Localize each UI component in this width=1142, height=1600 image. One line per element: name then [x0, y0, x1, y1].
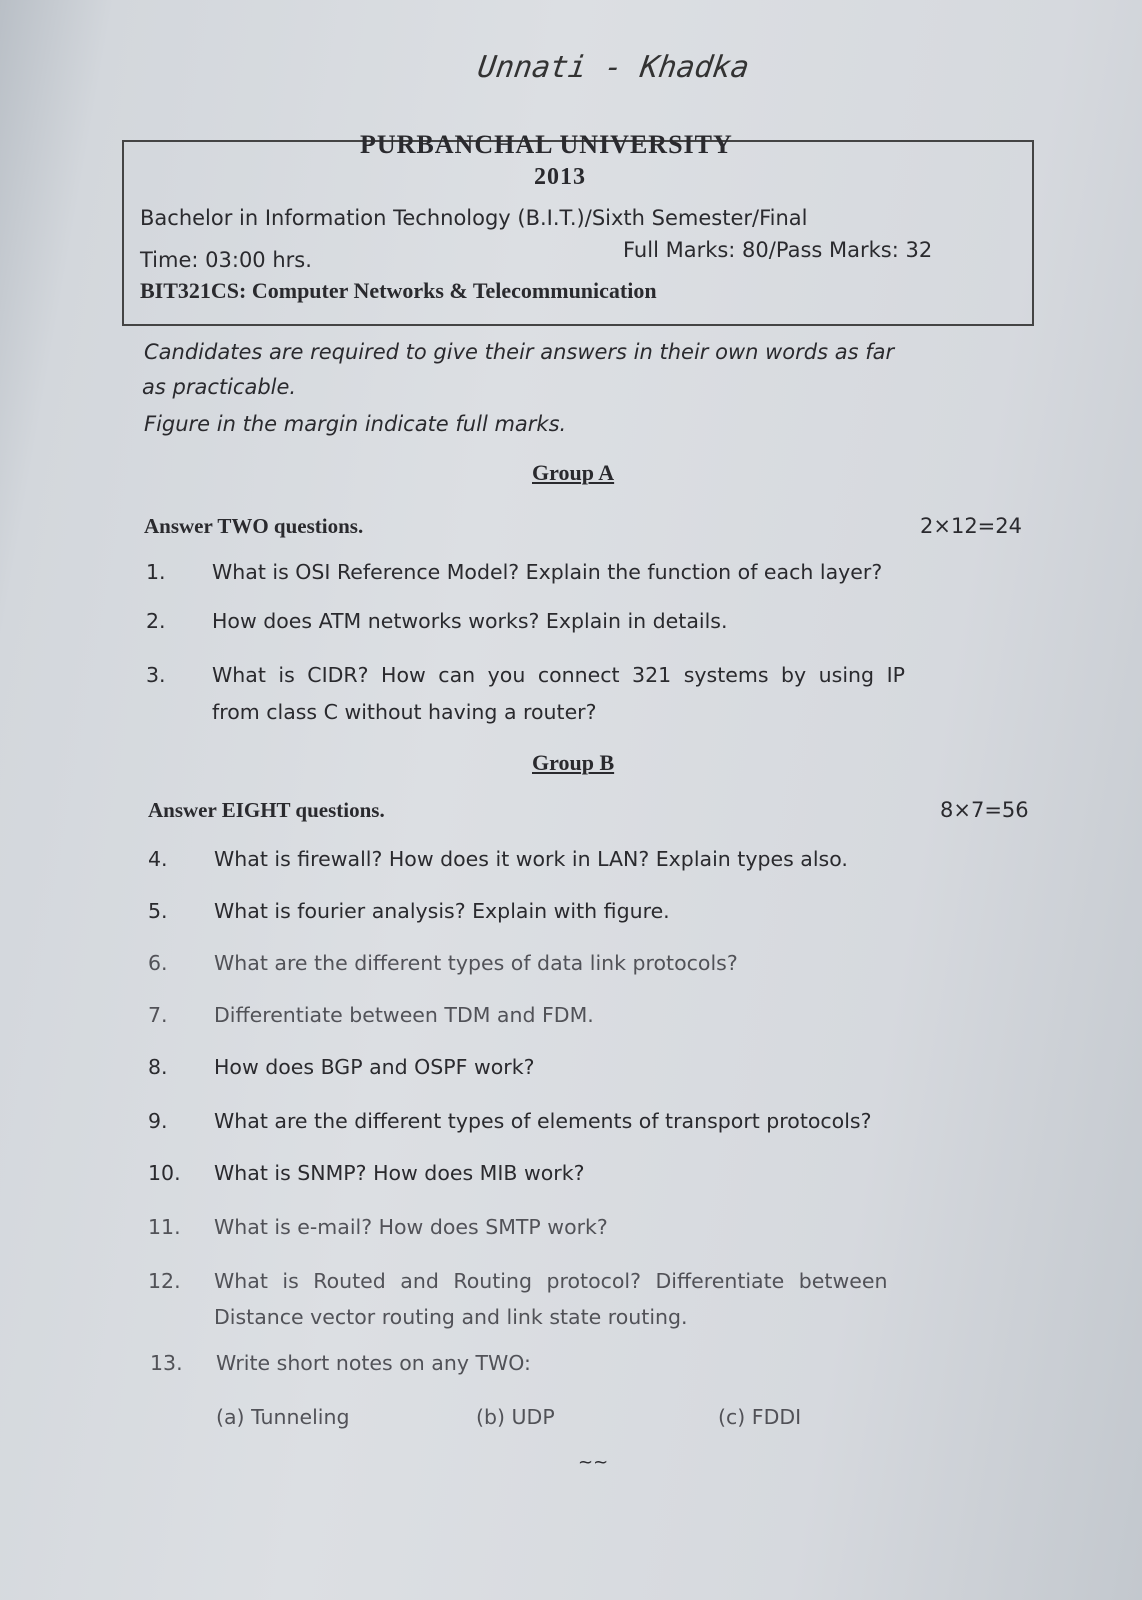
question-5: [148, 899, 670, 923]
time-line: Time: 03:00 hrs.: [140, 248, 312, 272]
question-1: [146, 560, 882, 584]
question-number: 13.: [150, 1351, 183, 1375]
question-3: [146, 663, 905, 687]
marks-line: Full Marks: 80/Pass Marks: 32: [623, 238, 933, 262]
question-number: 4.: [148, 847, 168, 871]
question-text: What is Routed and Routing protocol? Differentiate between: [214, 1269, 888, 1293]
question-9: [148, 1109, 871, 1133]
instruction-line: as practicable.: [142, 375, 297, 399]
question-3-continued: from class C without having a router?: [212, 700, 597, 724]
question-text: How does ATM networks works? Explain in details.: [212, 609, 728, 633]
question-number: 10.: [148, 1161, 181, 1185]
question-11: [148, 1215, 608, 1239]
question-number: 7.: [148, 1003, 168, 1027]
question-text: What is CIDR? How can you connect 321 systems by using IP: [212, 663, 905, 687]
instruction-line: Figure in the margin indicate full marks.: [144, 412, 567, 436]
question-text: Differentiate between TDM and FDM.: [214, 1003, 594, 1027]
end-mark: ~~: [578, 1452, 609, 1473]
question-2: [146, 609, 727, 633]
question-text: What is OSI Reference Model? Explain the function of each layer?: [212, 560, 883, 584]
question-number: 6.: [148, 951, 168, 975]
group-b-title: Group B: [532, 750, 615, 775]
short-note-b: (b) UDP: [476, 1405, 555, 1429]
question-text: What is fourier analysis? Explain with figure.: [214, 899, 670, 923]
question-text: What are the different types of data link protocols?: [214, 951, 738, 975]
group-a-title: Group A: [532, 460, 615, 485]
question-text: How does BGP and OSPF work?: [214, 1055, 535, 1079]
question-number: 9.: [148, 1109, 168, 1133]
question-12-continued: Distance vector routing and link state routing.: [214, 1305, 688, 1329]
question-8: [148, 1055, 534, 1079]
program-line: Bachelor in Information Technology (B.I.T.)/Sixth Semester/Final: [140, 206, 808, 230]
question-12: [148, 1269, 887, 1293]
question-number: 5.: [148, 899, 168, 923]
question-number: 11.: [148, 1215, 181, 1239]
course-title: BIT321CS: Computer Networks & Telecommunication: [140, 278, 657, 303]
exam-year: 2013: [534, 164, 586, 190]
question-7: [148, 1003, 594, 1027]
question-number: 2.: [146, 609, 166, 633]
question-6: [148, 951, 738, 975]
question-text: What is e-mail? How does SMTP work?: [214, 1215, 608, 1239]
instruction-line: Candidates are required to give their answers in their own words as far: [144, 340, 895, 364]
question-number: 1.: [146, 560, 166, 584]
question-text: What is SNMP? How does MIB work?: [214, 1161, 585, 1185]
question-number: 12.: [148, 1269, 181, 1293]
handwritten-name: Unnati - Khadka: [475, 50, 752, 85]
question-4: [148, 847, 848, 871]
group-b-marks: 8×7=56: [940, 798, 1029, 822]
question-text: What are the different types of elements of transport protocols?: [214, 1109, 872, 1133]
group-a-marks: 2×12=24: [920, 514, 1022, 538]
question-number: 3.: [146, 663, 166, 687]
short-note-c: (c) FDDI: [718, 1405, 802, 1429]
group-a-instruction: Answer TWO questions.: [144, 514, 364, 538]
question-number: 8.: [148, 1055, 168, 1079]
question-text: Write short notes on any TWO:: [216, 1351, 531, 1375]
short-note-a: (a) Tunneling: [216, 1405, 350, 1429]
question-text: What is firewall? How does it work in LAN? Explain types also.: [214, 847, 848, 871]
question-10: [148, 1161, 584, 1185]
question-13: [150, 1351, 531, 1375]
university-title: PURBANCHAL UNIVERSITY: [360, 130, 733, 159]
group-b-instruction: Answer EIGHT questions.: [148, 798, 385, 822]
